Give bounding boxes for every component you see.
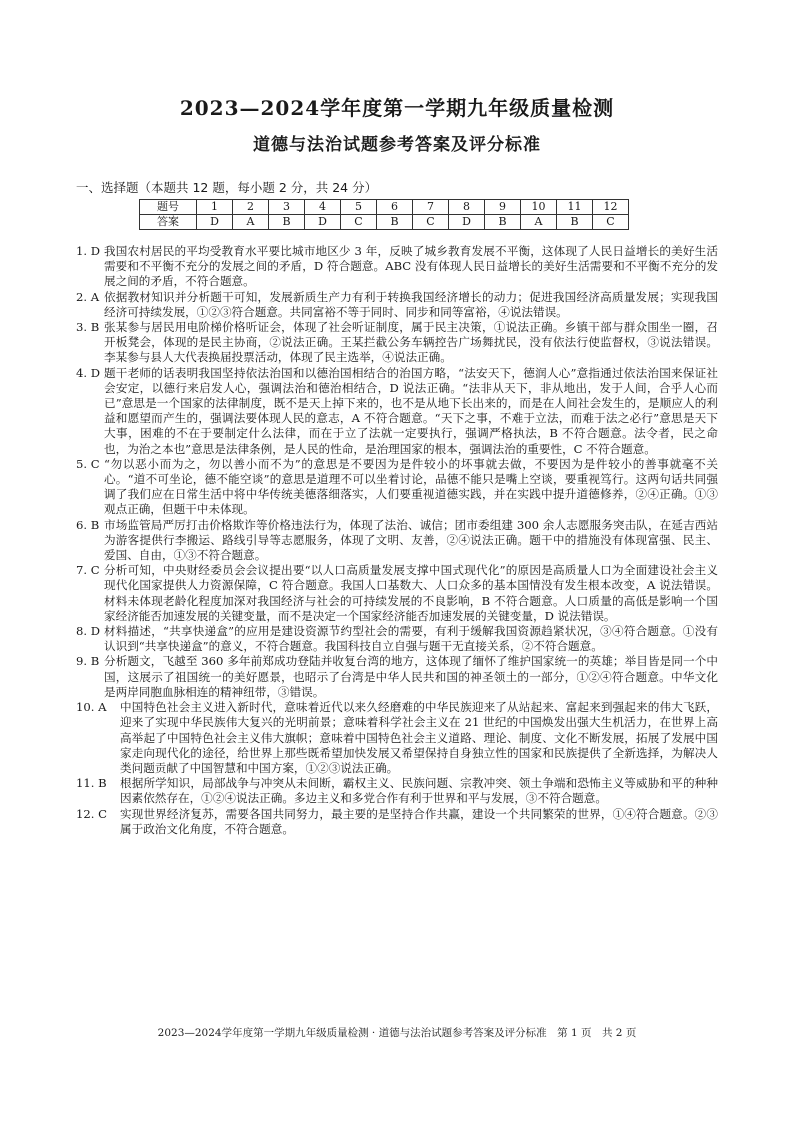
list-item <box>76 320 718 366</box>
item-number: 10. A <box>76 700 107 715</box>
question-number-cell: 9 <box>485 200 521 215</box>
answer-cell: D <box>197 215 233 230</box>
item-number: 9. B <box>76 654 100 669</box>
list-item <box>76 290 718 320</box>
list-item <box>76 366 718 457</box>
item-text: 市场监管局严厉打击价格欺诈等价格违法行为，体现了法治、诚信；团市委组建 300 余人志愿服务突击队，在延吉西站为游客提供行李搬运、路线引导等志愿服务，体现了文明、友善，②④说法正确。题干中的措施没有体现富强、民主、爱国、自由，①③不符合题意。 <box>104 517 718 563</box>
answer-cell: D <box>305 215 341 230</box>
page-subtitle: 道德与法治试题参考答案及评分标准 <box>253 135 541 155</box>
question-number-cell: 1 <box>197 200 233 215</box>
list-item <box>76 700 718 776</box>
page-footer: 2023—2024学年度第一学期九年级质量检测 · 道德与法治试题参考答案及评分标准 第 1 页 共 2 页 <box>157 1027 637 1039</box>
answer-cell: C <box>593 215 629 230</box>
answer-table-row-label: 答案 <box>140 215 197 230</box>
page-title: 2023—2024学年度第一学期九年级质量检测 <box>179 96 615 120</box>
question-number-cell: 11 <box>557 200 593 215</box>
list-item <box>76 776 718 806</box>
list-item <box>76 457 718 518</box>
item-number: 11. B <box>76 776 107 791</box>
item-number: 4. D <box>76 365 101 380</box>
answer-cell: D <box>449 215 485 230</box>
item-text: “勿以恶小而为之，勿以善小而不为”的意思是不要因为是件较小的坏事就去做，不要因为是件较小的善事就毫不关心。“道不可坐论，德不能空谈”的意思是道理不可以坐着讨论，品德不能只是嘴上空谈，要重视笃行。这两句话共同强调了我们应在日常生活中将中华传统美德落细落实，人们要重视道德实践，并在实践中提升道德修养，②④正确。①③观点正确，但题干中未体现。 <box>104 456 718 517</box>
answer-table-number-row <box>140 200 629 215</box>
list-item <box>76 654 718 700</box>
answer-cell: A <box>233 215 269 230</box>
list-item <box>76 244 718 290</box>
explanation-list <box>76 244 718 837</box>
answer-cell: B <box>269 215 305 230</box>
question-number-cell: 5 <box>341 200 377 215</box>
item-number: 8. D <box>76 624 101 639</box>
item-number: 5. C <box>76 456 100 471</box>
question-number-cell: 12 <box>593 200 629 215</box>
answer-table <box>139 199 629 230</box>
item-number: 1. D <box>76 244 101 258</box>
answer-table-answer-row <box>140 215 629 230</box>
item-text: 分析可知，中央财经委员会会议提出要“以人口高质量发展支撑中国式现代化”的原因是高质量人口为全面建设社会主义现代化国家提供人力资源保障，C 符合题意。我国人口基数大、人口众多的基本国情没有发生根本改变，A 说法错误。材料未体现老龄化程度加深对我国经济与社会的可持续发展的不良影响，B 不符合题意。人口质量的高低是影响一个国家经济能否加速发展的关键变量，而不是决定一个国家经济能否加速发展的关键变量，D 说法错误。 <box>104 563 718 623</box>
item-text: 依据教材知识并分析题干可知，发展新质生产力有利于转换我国经济增长的动力；促进我国经济高质量发展；实现我国经济可持续发展，①②③符合题意。共同富裕不等于同时、同步和同等富裕，④说法错误。 <box>104 289 718 319</box>
item-number: 3. B <box>76 320 100 335</box>
item-text: 中国特色社会主义进入新时代，意味着近代以来久经磨难的中华民族迎来了从站起来、富起来到强起来的伟大飞跃，迎来了实现中华民族伟大复兴的光明前景；意味着科学社会主义在 21 世纪的中国焕发出强大生机活力，在世界上高高举起了中国特色社会主义伟大旗帜；意味着中国特色社会主义道路、理论、制度、文化不断发展，拓展了发展中国家走向现代化的途径，给世界上那些既希望加快发展又希望保持自身独立性的国家和民族提供了全新选择，为解决人类问题贡献了中国智慧和中国方案，①②③说法正确。 <box>120 700 718 775</box>
answer-table-row-label: 题号 <box>140 200 197 215</box>
question-number-cell: 8 <box>449 200 485 215</box>
question-number-cell: 3 <box>269 200 305 215</box>
item-number: 6. B <box>76 517 100 532</box>
item-number: 12. C <box>76 806 107 821</box>
question-number-cell: 2 <box>233 200 269 215</box>
answer-cell: C <box>341 215 377 230</box>
list-item <box>76 518 718 564</box>
item-text: 材料描述，“共享快递盒”的应用是建设资源节约型社会的需要，有利于缓解我国资源趋紧状况，③④符合题意。①没有认识到“共享快递盒”的意义，不符合题意。我国科技自立自强与题干无直接关系，②不符合题意。 <box>104 624 718 654</box>
answer-cell: B <box>377 215 413 230</box>
question-number-cell: 6 <box>377 200 413 215</box>
question-number-cell: 7 <box>413 200 449 215</box>
item-text: 分析题文，飞越至 360 多年前郑成功登陆并收复台湾的地方，这体现了缅怀了维护国家统一的英雄；举目皆是同一个中国，这展示了祖国统一的美好愿景，也昭示了台湾是中华人民共和国的神圣领土的一部分，①②④符合题意。中华文化是两岸同胞血脉相连的精神纽带，③错误。 <box>104 654 718 699</box>
answer-cell: C <box>413 215 449 230</box>
list-item <box>76 807 718 837</box>
answer-cell: B <box>557 215 593 230</box>
item-text: 根据所学知识，局部战争与冲突从未间断，霸权主义、民族问题、宗教冲突、领土争端和恐怖主义等威胁和平的种种因素依然存在，①②④说法正确。多边主义和多党合作有利于世界和平与发展，③不符合题意。 <box>120 776 718 806</box>
answer-cell: A <box>521 215 557 230</box>
item-number: 2. A <box>76 289 100 304</box>
answer-cell: B <box>485 215 521 230</box>
list-item <box>76 563 718 624</box>
section-heading: 一、选择题（本题共 12 题，每小题 2 分，共 24 分） <box>76 180 378 195</box>
list-item <box>76 624 718 654</box>
question-number-cell: 10 <box>521 200 557 215</box>
item-text: 我国农村居民的平均受教育水平要比城市地区少 3 年，反映了城乡教育发展不平衡，这体现了人民日益增长的美好生活需要和不平衡不充分的发展之间的矛盾，D 符合题意。ABC 没有体现人民日益增长的美好生活需要和不平衡不充分的发展之间的矛盾，不符合题意。 <box>104 244 718 289</box>
item-text: 实现世界经济复苏，需要各国共同努力，最主要的是坚持合作共赢，建设一个共同繁荣的世界，①④符合题意。②③属于政治文化角度，不符合题意。 <box>120 806 718 836</box>
item-text: 张某参与居民用电阶梯价格听证会，体现了社会听证制度，属于民主决策，①说法正确。乡镇干部与群众围坐一圈，召开板凳会，体现的是民主协商，②说法正确。王某拦截公务车辆控告广场舞扰民，没有依法行使监督权，③说法错误。李某参与县人大代表换届投票活动，体现了民主选举，④说法正确。 <box>104 320 718 365</box>
item-number: 7. C <box>76 563 100 578</box>
item-text: 题干老师的话表明我国坚持依法治国和以德治国相结合的治国方略，“法安天下，德润人心”意指通过依法治国来保证社会安定，以德行来启发人心，强调法治和德治相结合，D 说法正确。“法非从天下，非从地出，发于人间，合乎人心而已”意思是一个国家的法律制度，既不是天上掉下来的，也不是从地下长出来的，而是在人间社会发生的，是顺应人的利益和愿望而产生的，强调法要体现人民的意志，A 不符合题意。“天下之事，不难于立法，而难于法之必行”意思是天下大事，困难的不在于要制定什么法律，而在于立了法就一定要执行，强调严格执法，B 不符合题意。法令者，民之命也，为治之本也”意思是法律条例，是人民的性命，是治理国家的根本，强调法治的重要性，C 不符合题意。 <box>104 365 718 456</box>
question-number-cell: 4 <box>305 200 341 215</box>
